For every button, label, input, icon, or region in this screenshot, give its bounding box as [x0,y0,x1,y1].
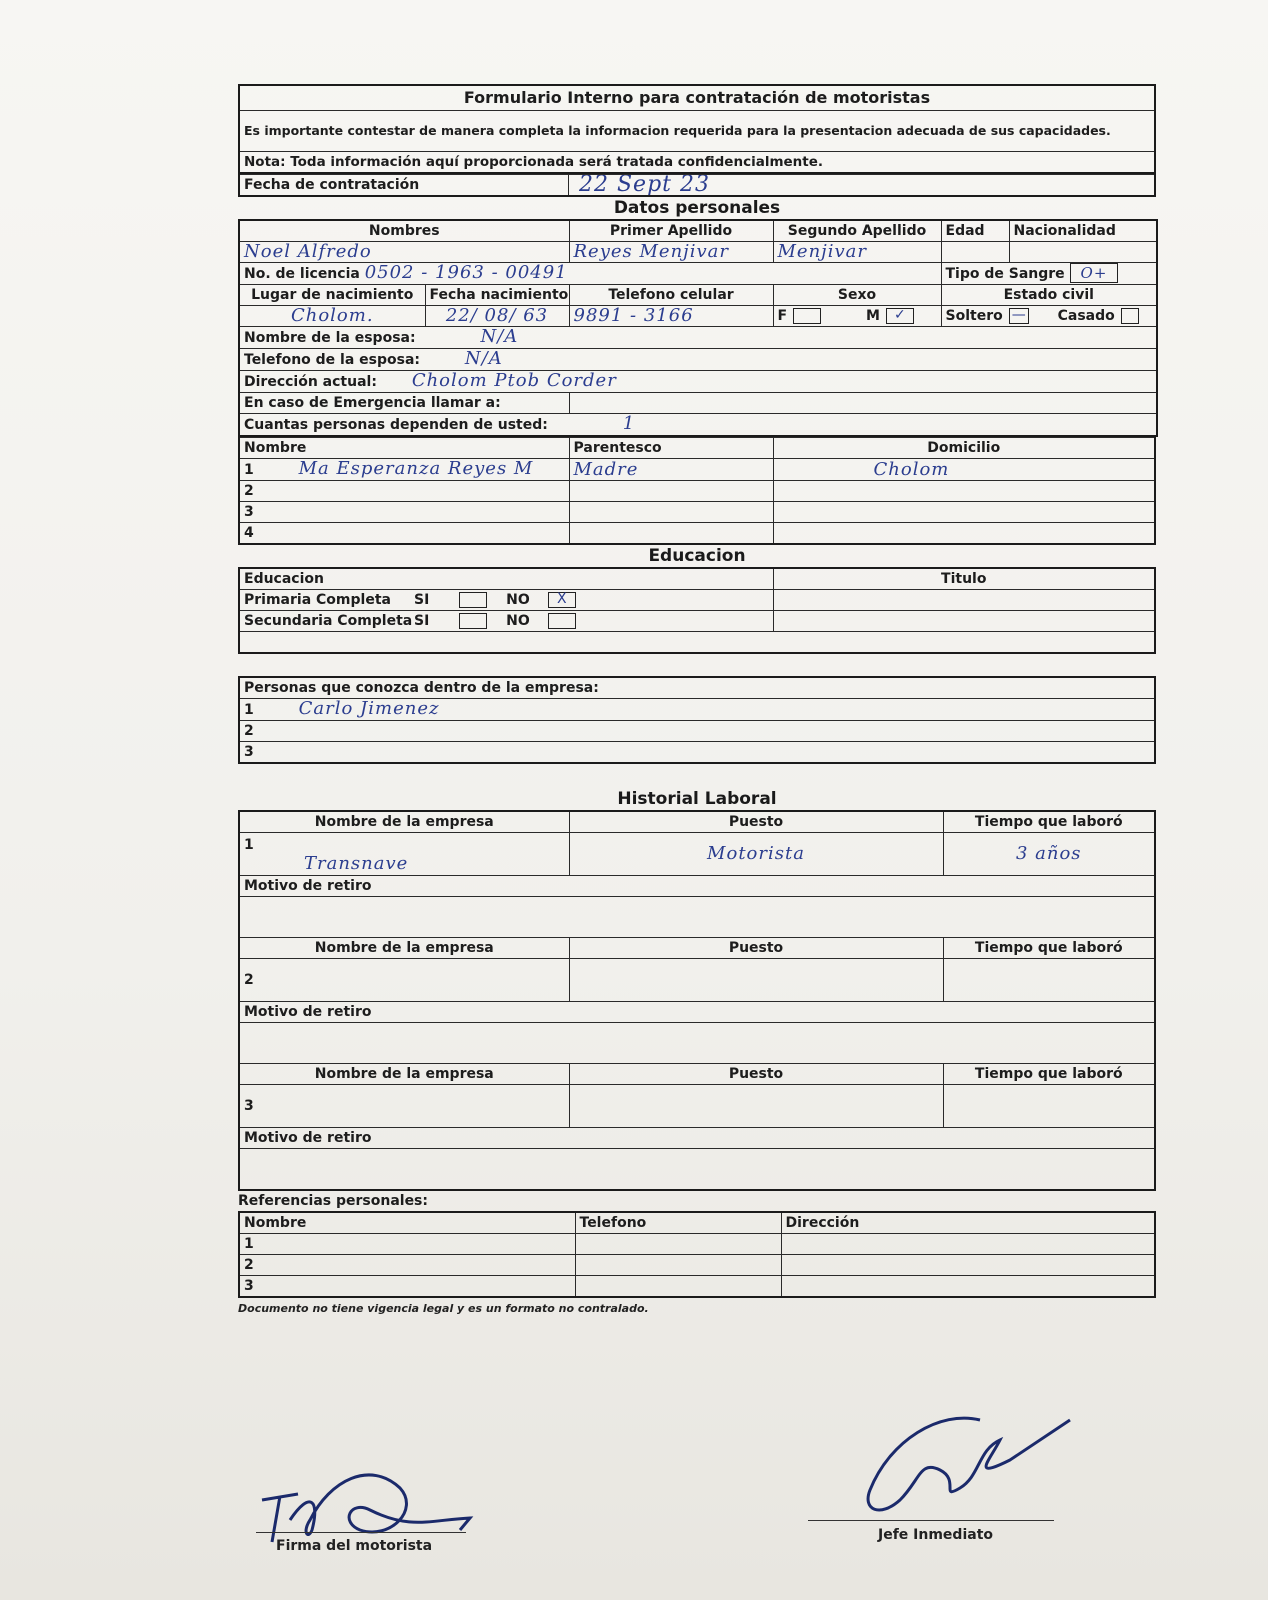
reason-value[interactable] [239,1149,1155,1191]
ref-phone-value[interactable] [575,1255,781,1276]
time-value[interactable] [943,1085,1155,1128]
position-value[interactable] [569,959,943,1002]
reason-value[interactable] [239,1023,1155,1064]
age-value[interactable] [941,242,1009,263]
boss-signature-icon [850,1400,1080,1530]
boss-signature-label: Jefe Inmediato [878,1527,994,1543]
contract-form [238,84,1156,1315]
time-header: Tiempo que laboró [943,1064,1155,1085]
ref-address-value[interactable] [781,1234,1155,1255]
personal-section-title: Datos personales [613,198,781,218]
reason-label: Motivo de retiro [239,1128,1155,1149]
si-label: SI [414,592,430,608]
boss-signature-line [808,1520,1054,1521]
birthdate-header: Fecha nacimiento [425,285,569,306]
header-table [238,84,1156,174]
dependent-address[interactable] [773,523,1155,545]
row-number: 1 [244,837,254,853]
row-number: 4 [239,523,569,545]
row-number: 1 [244,702,254,718]
dependents-table [238,437,1156,545]
education-table [238,567,1156,654]
hire-date-table [238,174,1156,197]
birthplace-value[interactable]: Cholom. [239,306,425,327]
dependent-address[interactable]: Cholom [773,459,1155,481]
sex-m-label: M [865,308,880,324]
single-checkbox[interactable] [1009,308,1029,324]
si-label: SI [414,613,430,629]
phone-value[interactable]: 9891 - 3166 [569,306,773,327]
reason-value[interactable] [239,897,1155,938]
ref-name-header: Nombre [239,1212,575,1234]
row-number: 2 [239,959,569,1002]
title-header: Titulo [773,568,1155,590]
personal-data-table [238,219,1158,437]
dash-mark-icon: — [1011,307,1026,323]
ref-address-value[interactable] [781,1276,1155,1298]
sex-header: Sexo [773,285,941,306]
dependent-row [239,502,1155,523]
education-blank-row [239,632,1155,654]
row-number: 3 [239,1085,569,1128]
phone-header: Telefono celular [569,285,773,306]
single-label: Soltero [945,308,1003,324]
second-surname-value[interactable]: Menjivar [773,242,941,263]
education-header: Educacion [239,568,773,590]
position-header: Puesto [569,938,943,959]
check-mark-icon: ✓ [894,307,906,323]
secondary-title-value[interactable] [773,611,1155,632]
civil-status-header: Estado civil [941,285,1157,306]
primary-title-value[interactable] [773,590,1155,611]
address-label: Dirección actual: [244,374,377,390]
instructions-text: Es importante contestar de manera completa la informacion requerida para la presentacion adecuada de sus capacidades. [239,111,1155,152]
time-value[interactable]: 3 años [943,833,1155,876]
confidential-note: Nota: Toda información aquí proporcionada será tratada confidencialmente. [239,152,1155,174]
sex-f-checkbox[interactable] [793,308,821,324]
license-value[interactable]: 0502 - 1963 - 00491 [364,262,568,283]
nationality-value[interactable] [1009,242,1157,263]
spouse-phone-label: Telefono de la esposa: [244,352,421,368]
position-header: Puesto [569,811,943,833]
acquaintance-value[interactable]: Carlo Jimenez [298,698,440,719]
disclaimer-text: Documento no tiene vigencia legal y es un formato no contralado. [238,1302,649,1315]
ref-phone-header: Telefono [575,1212,781,1234]
names-header: Nombres [239,220,569,242]
dependent-row [239,523,1155,545]
acquaintances-table [238,676,1156,764]
birthplace-header: Lugar de nacimiento [239,285,425,306]
work-section-title: Historial Laboral [617,789,777,809]
driver-signature-label: Firma del motorista [276,1538,433,1554]
secondary-label: Secundaria Completa [244,613,413,629]
ref-phone-value[interactable] [575,1234,781,1255]
married-label: Casado [1057,308,1115,324]
no-label: NO [506,592,530,608]
reason-label: Motivo de retiro [239,876,1155,897]
secondary-si-checkbox[interactable] [459,613,487,629]
dependent-address[interactable] [773,502,1155,523]
dependents-name-header: Nombre [239,438,569,459]
license-label: No. de licencia [244,266,360,282]
second-surname-header: Segundo Apellido [773,220,941,242]
company-header: Nombre de la empresa [239,811,569,833]
hire-date-label: Fecha de contratación [239,175,569,197]
references-label: Referencias personales: [238,1193,428,1209]
row-number: 2 [239,481,569,502]
first-surname-header: Primer Apellido [569,220,773,242]
blood-type-label: Tipo de Sangre [945,266,1065,282]
position-value[interactable] [569,1085,943,1128]
dependent-relation[interactable]: Madre [569,459,773,481]
emergency-value[interactable] [569,393,1157,414]
dependent-relation[interactable] [569,502,773,523]
dependent-relation[interactable] [569,481,773,502]
position-header: Puesto [569,1064,943,1085]
no-label: NO [506,613,530,629]
row-number: 1 [244,462,254,478]
dependent-row [239,481,1155,502]
emergency-label: En caso de Emergencia llamar a: [239,393,569,414]
birthdate-value[interactable]: 22/ 08/ 63 [425,306,569,327]
names-value[interactable]: Noel Alfredo [239,242,569,263]
primary-label: Primaria Completa [244,592,391,608]
time-value[interactable] [943,959,1155,1002]
ref-address-value[interactable] [781,1255,1155,1276]
acquaintances-label: Personas que conozca dentro de la empresa: [239,677,1155,699]
row-number: 3 [239,502,569,523]
age-header: Edad [941,220,1009,242]
sex-f-label: F [777,308,788,324]
primary-no-checkbox[interactable] [548,592,576,608]
x-mark-icon: X [557,591,567,607]
blood-type-value[interactable]: O+ [1070,263,1119,283]
company-header: Nombre de la empresa [239,938,569,959]
sex-m-checkbox[interactable] [886,308,914,324]
time-header: Tiempo que laboró [943,811,1155,833]
spouse-phone-value[interactable]: N/A [464,348,503,369]
dependents-relation-header: Parentesco [569,438,773,459]
row-number: 2 [239,1255,575,1276]
references-table [238,1211,1156,1298]
row-number: 2 [239,721,1155,742]
reason-label: Motivo de retiro [239,1002,1155,1023]
dependents-value[interactable]: 1 [622,413,636,434]
dependents-address-header: Domicilio [773,438,1155,459]
row-number: 3 [239,1276,575,1298]
education-section-title: Educacion [648,546,746,566]
position-value[interactable]: Motorista [569,833,943,876]
company-value[interactable]: Transnave [304,853,409,874]
secondary-no-checkbox[interactable] [548,613,576,629]
dependents-label: Cuantas personas dependen de usted: [244,417,548,433]
dependent-relation[interactable] [569,523,773,545]
driver-signature-line [256,1532,466,1533]
ref-phone-value[interactable] [575,1276,781,1298]
first-surname-value[interactable]: Reyes Menjivar [569,242,773,263]
dependent-name[interactable]: Ma Esperanza Reyes M [298,458,534,479]
row-number: 1 [239,1234,575,1255]
married-checkbox[interactable] [1121,308,1139,324]
company-header: Nombre de la empresa [239,1064,569,1085]
form-title: Formulario Interno para contratación de motoristas [239,85,1155,111]
spouse-name-value[interactable]: N/A [480,326,519,347]
spouse-name-label: Nombre de la esposa: [244,330,416,346]
time-header: Tiempo que laboró [943,938,1155,959]
address-value[interactable]: Cholom Ptob Corder [411,370,617,391]
row-number: 3 [239,742,1155,764]
dependent-row [239,459,1155,481]
primary-si-checkbox[interactable] [459,592,487,608]
work-history-table [238,810,1156,1191]
nationality-header: Nacionalidad [1009,220,1157,242]
ref-address-header: Dirección [781,1212,1155,1234]
hire-date-value[interactable]: 22 Sept 23 [569,175,1156,197]
dependent-address[interactable] [773,481,1155,502]
